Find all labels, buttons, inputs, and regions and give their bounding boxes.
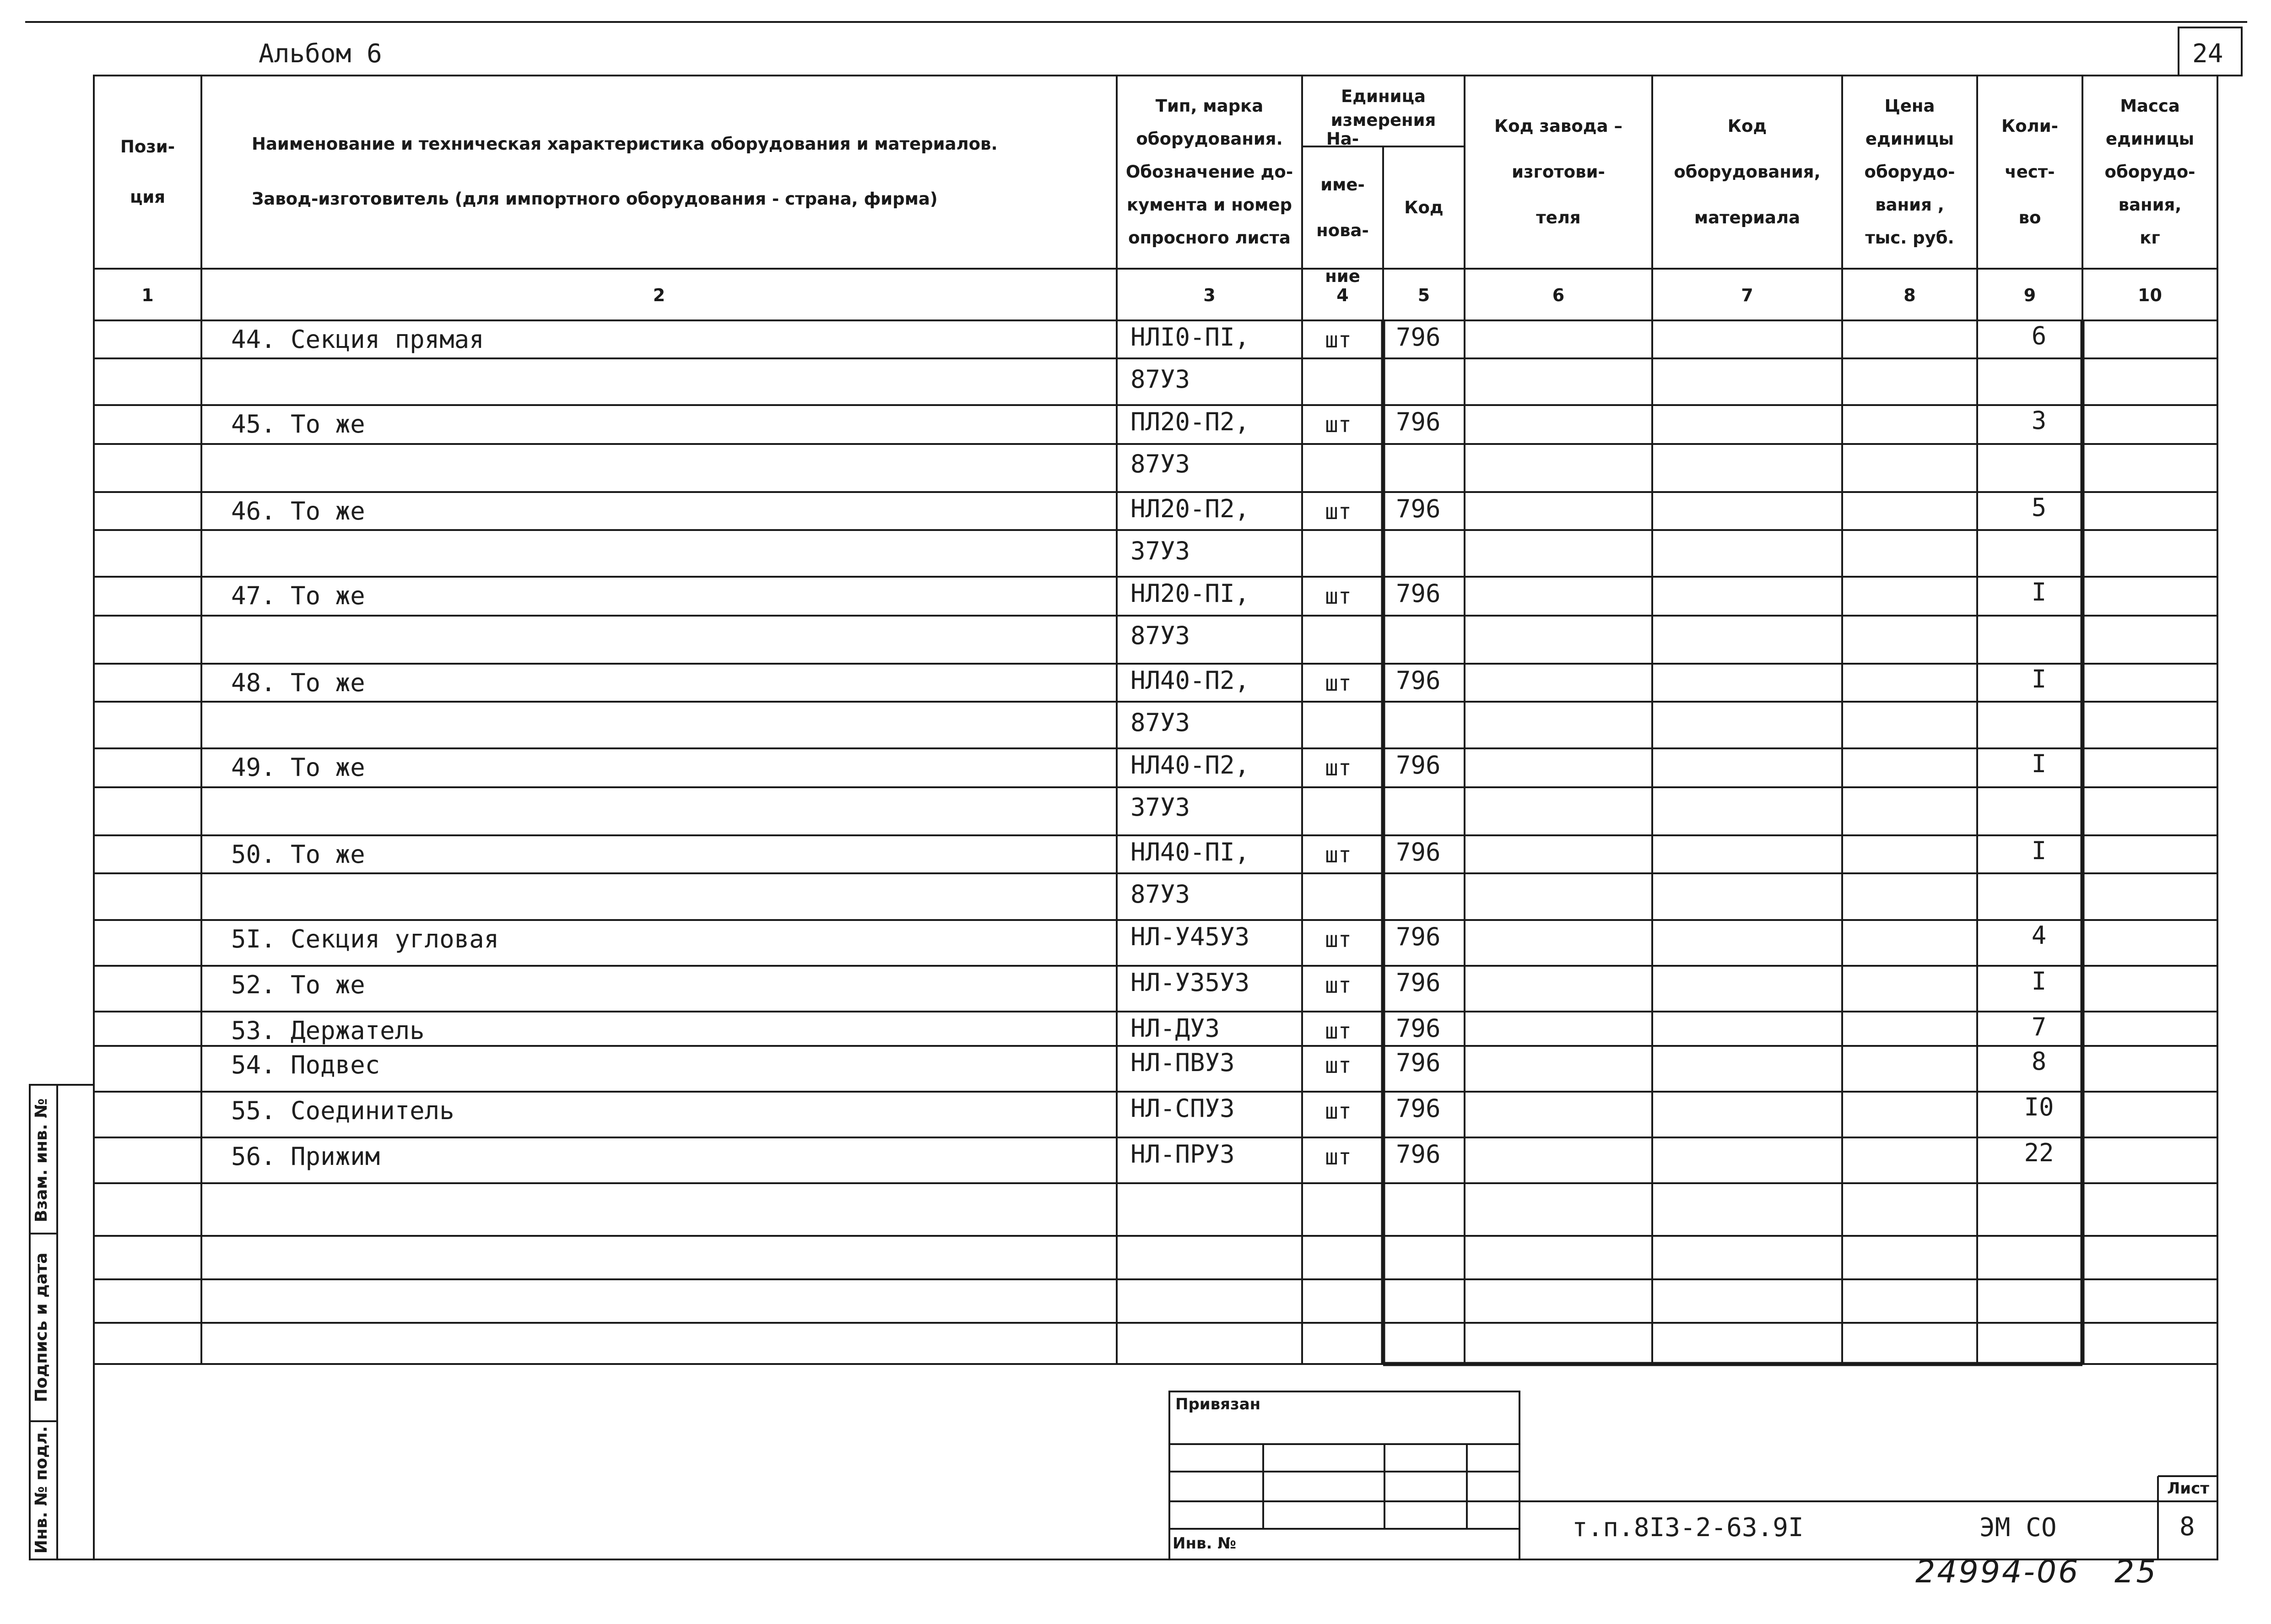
row-item-name: 5I. Секция угловая [231,925,499,953]
column-number-9: 9 [2023,285,2036,305]
column-header-5: Код [1404,198,1444,217]
doc-code: ЭМ СО [1979,1513,2057,1543]
row-item-type: НЛ40-ПI, [1130,838,1250,866]
inv-label: Инв. № [1173,1534,1237,1553]
row-item-code: 796 [1396,1094,1441,1123]
row-item-code: 796 [1396,838,1441,866]
column-number-8: 8 [1903,285,1916,305]
row-item-type: НЛ20-П2, [1130,494,1250,523]
row-item-unit: шт [1325,327,1352,353]
row-item-unit: шт [1325,584,1352,609]
row-item-unit: шт [1325,1144,1352,1170]
row-item-code: 796 [1396,751,1441,780]
row-item-qty: I [2031,836,2047,865]
handwritten-archive-number: 24994-06 [1915,1554,2080,1590]
row-item-qty: I [2031,578,2047,606]
row-item-unit: шт [1325,671,1352,696]
column-number-10: 10 [2138,285,2162,305]
row-item-unit: шт [1325,927,1352,953]
row-item-qty: 7 [2031,1012,2047,1041]
column-number-7: 7 [1741,285,1753,305]
row-item-type: НЛI0-ПI, [1130,323,1250,352]
row-item-unit: шт [1325,1099,1352,1124]
row-item-code: 796 [1396,407,1441,436]
row-item-code: 796 [1396,1048,1441,1077]
row-item-unit: шт [1325,842,1352,868]
row-item-qty: 22 [2024,1138,2054,1167]
column-header-1: Пози- ция [120,137,175,207]
row-item-unit: шт [1325,499,1352,525]
row-item-unit: шт [1325,412,1352,438]
album-title: Альбом 6 [259,39,382,69]
row-item-type: НЛ-СПУ3 [1130,1094,1235,1123]
column-header-7: Код оборудования, материала [1674,116,1821,227]
row-item-type: НЛ40-П2, [1130,666,1250,695]
row-item-unit: шт [1325,973,1352,998]
row-item-qty: I [2031,665,2047,693]
row-item-type: 87У3 [1130,708,1190,737]
row-item-code: 796 [1396,323,1441,352]
row-item-type: 87У3 [1130,449,1190,478]
row-item-type: 87У3 [1130,621,1190,650]
row-item-code: 796 [1396,579,1441,608]
side-label-replaced-inv: Взам. инв. № [32,1098,51,1223]
row-item-code: 796 [1396,494,1441,523]
row-item-unit: шт [1325,1053,1352,1078]
row-item-type: ПЛ20-П2, [1130,407,1250,436]
row-item-qty: 4 [2031,921,2047,950]
row-item-unit: шт [1325,1018,1352,1044]
row-item-name: 47. То же [231,581,365,610]
row-item-unit: шт [1325,755,1352,781]
unit-group-header: Единица измерения [1330,87,1436,130]
row-item-code: 796 [1396,968,1441,997]
column-number-4: 4 [1336,285,1349,305]
column-number-2: 2 [653,285,665,305]
row-item-type: НЛ20-ПI, [1130,579,1250,608]
column-header-3: Тип, марка оборудования. Обозначение до- кумента и номер опросного листа [1125,96,1293,248]
row-item-qty: 6 [2031,321,2047,350]
row-item-name: 49. То же [231,753,365,782]
row-item-code: 796 [1396,666,1441,695]
row-item-type: 37У3 [1130,536,1190,565]
handwritten-page-number: 25 [2114,1554,2158,1590]
row-item-name: 50. То же [231,840,365,869]
row-item-name: 52. То же [231,970,365,999]
column-number-6: 6 [1552,285,1565,305]
sheet-number: 8 [2179,1512,2195,1542]
row-item-type: НЛ-ПРУ3 [1130,1140,1235,1169]
row-item-type: НЛ-ПВУ3 [1130,1048,1235,1077]
row-item-name: 45. То же [231,410,365,438]
row-item-name: 54. Подвес [231,1050,380,1079]
row-item-qty: I [2031,749,2047,778]
side-label-signature-date: Подпись и дата [32,1252,51,1402]
column-header-10: Масса единицы оборудо- вания, кг [2104,96,2195,248]
row-item-code: 796 [1396,1140,1441,1169]
row-item-qty: I [2031,967,2047,996]
row-item-name: 56. Прижим [231,1142,380,1171]
corner-page-number: 24 [2192,39,2223,69]
column-number-3: 3 [1203,285,1216,305]
row-item-qty: 8 [2031,1047,2047,1076]
row-item-code: 796 [1396,922,1441,951]
row-item-type: 87У3 [1130,365,1190,394]
row-item-code: 796 [1396,1014,1441,1043]
column-header-8: Цена единицы оборудо- вания , тыс. руб. [1864,96,1955,248]
row-item-type: 37У3 [1130,793,1190,822]
row-item-qty: I0 [2024,1093,2054,1121]
row-item-type: 87У3 [1130,880,1190,909]
column-number-5: 5 [1417,285,1430,305]
designation: т.п.8I3-2-63.9I [1572,1513,1804,1543]
sheet-label: Лист [2167,1479,2209,1498]
row-item-qty: 5 [2031,493,2047,522]
side-label-orig-inv: Инв. № подл. [32,1426,51,1554]
row-item-type: НЛ-У35У3 [1130,968,1250,997]
row-item-type: НЛ-ДУ3 [1130,1014,1220,1043]
row-item-name: 44. Секция прямая [231,325,484,354]
column-header-2: Наименование и техническая характеристика оборудования и материалов. Завод-изготовитель (для импортного оборудования - страна, фирма) [252,134,998,209]
column-header-9: Коли- чест- во [2001,116,2059,227]
column-header-4: На- име- нова- ние [1316,129,1369,286]
row-item-name: 53. Держатель [231,1016,425,1045]
row-item-name: 48. То же [231,668,365,697]
bound-label: Привязан [1175,1395,1261,1413]
row-item-qty: 3 [2031,406,2047,435]
row-item-type: НЛ-У45У3 [1130,922,1250,951]
row-item-name: 55. Соединитель [231,1096,454,1125]
column-header-6: Код завода – изготови- теля [1494,116,1622,227]
row-item-type: НЛ40-П2, [1130,751,1250,780]
row-item-name: 46. То же [231,497,365,525]
column-number-1: 1 [141,285,154,305]
